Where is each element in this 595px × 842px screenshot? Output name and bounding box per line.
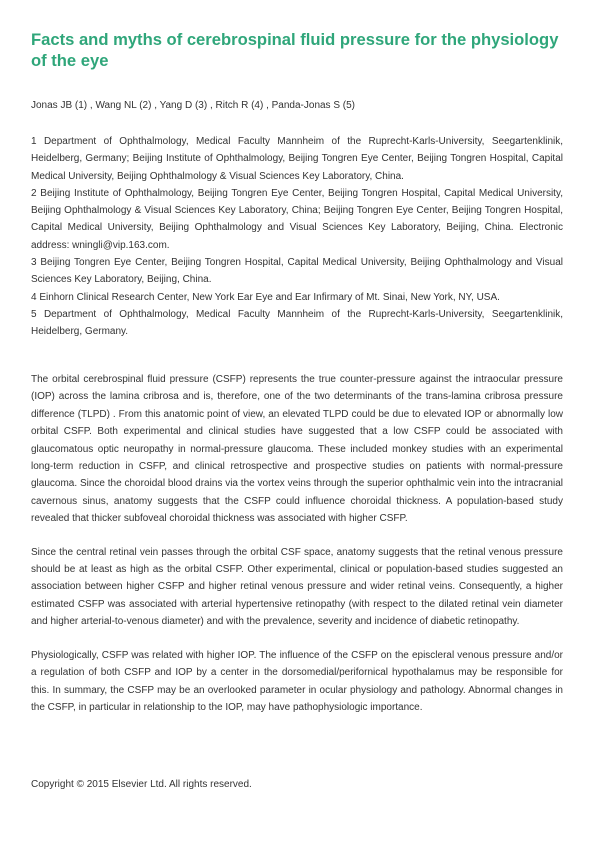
copyright-notice: Copyright © 2015 Elsevier Ltd. All rights reserved.: [31, 779, 252, 790]
affiliations: [31, 133, 563, 341]
affiliation-5: 5 Department of Ophthalmology, Medical Faculty Mannheim of the Ruprecht-Karls-University, Seegartenklinik, Heidelberg, Germany.: [31, 308, 563, 338]
affiliation-1: 1 Department of Ophthalmology, Medical Faculty Mannheim of the Ruprecht-Karls-University, Seegartenklinik, Heidelberg, Germany; Beijing Institute of Ophthalmology, Beijing Tongren Eye Center, Beijing Tongren Hospital, Capital Medical University, Beijing Ophthalmology & Visual Sciences Key Laboratory, China.: [31, 136, 563, 182]
abstract-paragraph-1: The orbital cerebrospinal fluid pressure (CSFP) represents the true counter-pressure against the intraocular pressure (IOP) across the lamina cribrosa and is, therefore, one of the two determinants of the trans-lamina cribrosa pressure difference (TLPD) . From this anatomic point of view, an elevated TLPD could be due to elevated IOP or abnormally low orbital CSFP. Both experimental and clinical studies have suggested that a low CSFP could be associated with glaucomatous optic neuropathy in normal-pressure glaucoma. These included monkey studies with an experimental long-term reduction in CSFP, and clinical retrospective and prospective studies on patients with normal-pressure glaucoma. Since the choroidal blood drains via the vortex veins through the superior ophthalmic vein into the intracranial cavernous sinus, anatomy suggests that the CSFP could influence choroidal thickness. A population-based study revealed that thicker subfoveal choroidal thickness was associated with higher CSFP.: [31, 374, 563, 525]
affiliation-4: 4 Einhorn Clinical Research Center, New York Ear Eye and Ear Infirmary of Mt. Sinai, New York, NY, USA.: [31, 291, 500, 303]
abstract: [31, 371, 563, 732]
affiliation-3: 3 Beijing Tongren Eye Center, Beijing Tongren Hospital, Capital Medical University, Beijing Ophthalmology and Visual Sciences Key Laboratory, Beijing, China.: [31, 257, 563, 286]
paper-title: Facts and myths of cerebrospinal fluid pressure for the physiology of the eye: [31, 30, 559, 70]
affiliation-2: 2 Beijing Institute of Ophthalmology, Beijing Tongren Eye Center, Beijing Tongren Hospital, Capital Medical University, Beijing Ophthalmology & Visual Sciences Key Laboratory, China; Beijing Tongren Eye Center, Beijing Tongren Hospital, Capital Medical University, Beijing Ophthalmology and Visual Sciences Key Laboratory, Beijing, China. Electronic address: wningli@vip.163.com.: [31, 187, 563, 251]
author-list: Jonas JB (1) , Wang NL (2) , Yang D (3) , Ritch R (4) , Panda-Jonas S (5): [31, 100, 356, 111]
abstract-paragraph-2: Since the central retinal vein passes through the orbital CSF space, anatomy suggests that the retinal venous pressure should be at least as high as the orbital CSFP. Other experimental, clinical or population-based studies suggested an association between higher CSFP and higher retinal venous pressure and wider retinal veins. Consequently, a higher estimated CSFP was associated with arterial hypertensive retinopathy (with respect to the dilated retinal vein diameter and higher arterial-to-venous diameter) and with the prevalence, severity and incidence of diabetic retinopathy.: [31, 546, 563, 628]
document-page: [31, 29, 563, 790]
abstract-paragraph-3: Physiologically, CSFP was related with higher IOP. The influence of the CSFP on the episcleral venous pressure and/or a regulation of both CSFP and IOP by a center in the dorsomedial/perifornical hypothalamus may be responsible for this. In summary, the CSFP may be an overlooked parameter in ocular physiology and pathology. Abnormal changes in the CSFP, in particular in relationship to the IOP, may have pathophysiologic importance.: [31, 649, 563, 713]
